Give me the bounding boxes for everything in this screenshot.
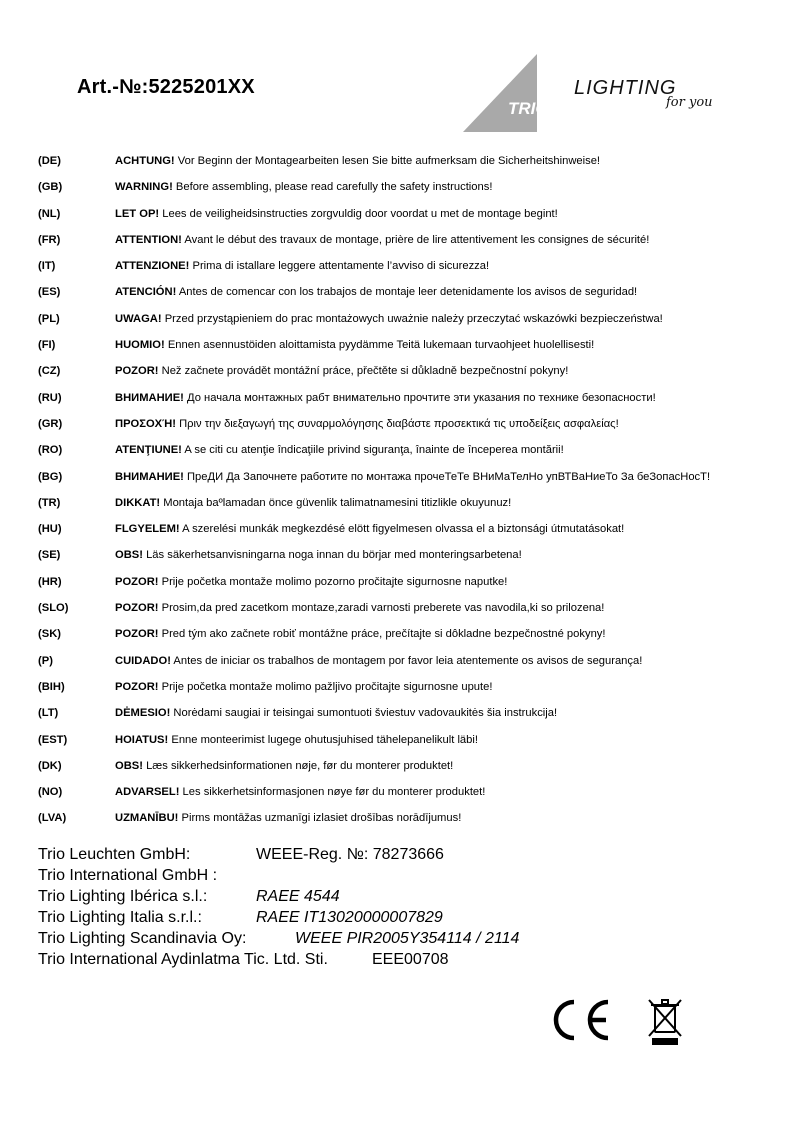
warning-row bbox=[38, 174, 778, 200]
warning-text bbox=[115, 385, 656, 411]
warning-body: Antes de iniciar os trabalhos de montagem por favor leia atentemente os avisos de segurança! bbox=[170, 654, 643, 667]
warning-row bbox=[38, 700, 778, 726]
logo-lighting-text: LIGHTING bbox=[574, 77, 677, 99]
language-code: (BG) bbox=[38, 470, 63, 483]
warning-keyword: UZMANĪBU! bbox=[115, 812, 179, 825]
company-name: Trio Leuchten GmbH: bbox=[38, 846, 191, 863]
warning-row bbox=[38, 621, 778, 647]
warning-text bbox=[115, 569, 507, 595]
warning-text bbox=[115, 279, 637, 305]
warning-keyword: ATENCIÓN! bbox=[115, 286, 177, 299]
warning-text bbox=[115, 411, 619, 437]
language-code: (LT) bbox=[38, 707, 59, 720]
registration-number: EEE00708 bbox=[372, 951, 449, 968]
language-code: (HR) bbox=[38, 575, 62, 588]
warning-text bbox=[115, 648, 642, 674]
warning-keyword: POZOR! bbox=[115, 575, 159, 588]
warning-row bbox=[38, 464, 778, 490]
warning-row bbox=[38, 569, 778, 595]
warning-keyword: DIKKAT! bbox=[115, 496, 161, 509]
warning-body: Ennen asennustöiden aloittamista pyydämme Teitä lukemaan turvaohjeet huolellisesti! bbox=[164, 339, 595, 352]
language-code: (RO) bbox=[38, 444, 63, 457]
warning-text bbox=[115, 727, 478, 753]
logo-trio-text: TRIO bbox=[508, 99, 549, 118]
logo-triangle bbox=[463, 54, 537, 132]
registration-number: RAEE IT13020000007829 bbox=[256, 909, 443, 926]
warning-row bbox=[38, 542, 778, 568]
warning-keyword: POZOR! bbox=[115, 628, 159, 641]
company-registration-row bbox=[38, 844, 444, 865]
warning-keyword: ВНИМАНИЕ! bbox=[115, 470, 184, 483]
warning-row bbox=[38, 674, 778, 700]
warning-body: Lees de veiligheidsinstructies zorgvuldig door voordat u met de montage begint! bbox=[159, 207, 558, 220]
warning-text bbox=[115, 306, 663, 332]
warning-keyword: ACHTUNG! bbox=[115, 155, 175, 167]
warning-keyword: ATENŢIUNE! bbox=[115, 444, 182, 457]
article-number: Art.-№:5225201XX bbox=[77, 76, 255, 98]
warning-body: Pred tým ako začnete robiť montážne práce, prečítajte si dôkladne bezpečnostné pokyny! bbox=[158, 628, 606, 641]
warning-body: Læs sikkerhedsinformationen nøje, før du monterer produktet! bbox=[142, 759, 454, 772]
company-name: Trio Lighting Ibérica s.l.: bbox=[38, 888, 208, 905]
language-code: (GR) bbox=[38, 417, 63, 430]
language-code: (NO) bbox=[38, 786, 63, 799]
warning-text bbox=[115, 700, 557, 726]
warning-keyword: OBS! bbox=[115, 759, 143, 772]
warning-text bbox=[115, 464, 710, 490]
warning-body: Prosim,da pred zacetkom montaze,zaradi varnosti preberete vas navodila,ki so prilozena! bbox=[158, 602, 605, 615]
language-code: (BIH) bbox=[38, 680, 65, 693]
warning-keyword: ATTENZIONE! bbox=[115, 260, 190, 273]
weee-registration-block bbox=[38, 844, 520, 970]
warning-body: A szerelési munkák megkezdésé elött figyelmesen olvassa el a biztonsági útmutatásokat! bbox=[179, 523, 625, 536]
language-code: (SK) bbox=[38, 628, 61, 641]
company-registration-row bbox=[38, 865, 328, 886]
warning-row bbox=[38, 727, 778, 753]
warning-keyword: FLGYELEM! bbox=[115, 523, 180, 536]
warning-text bbox=[115, 174, 492, 200]
language-code: (FI) bbox=[38, 339, 56, 352]
language-code: (DE) bbox=[38, 155, 61, 167]
company-name: Trio International GmbH : bbox=[38, 867, 218, 884]
company-name: Trio International Aydinlatma Tic. Ltd. Sti. bbox=[38, 951, 328, 968]
trio-lighting-logo bbox=[462, 52, 722, 134]
warning-keyword: OBS! bbox=[115, 549, 143, 562]
language-code: (GB) bbox=[38, 181, 63, 194]
company-registration-row bbox=[38, 949, 449, 970]
warning-row bbox=[38, 779, 778, 805]
warning-body: ПреДИ Да Започнете работите по монтажа прочеТеТе ВНиМаТелНо упВТВаНиеТо За беЗопасНосТ! bbox=[183, 470, 711, 483]
language-code: (PL) bbox=[38, 312, 60, 325]
warning-keyword: POZOR! bbox=[115, 365, 159, 378]
language-code: (P) bbox=[38, 654, 53, 667]
language-code: (ES) bbox=[38, 286, 61, 299]
warning-keyword: ADVARSEL! bbox=[115, 786, 180, 799]
warning-keyword: WARNING! bbox=[115, 181, 173, 194]
warning-row bbox=[38, 516, 778, 542]
company-registration-row bbox=[38, 907, 443, 928]
warning-body: Enne monteerimist lugege ohutusjuhised tähelepanelikult läbi! bbox=[168, 733, 478, 746]
language-code: (FR) bbox=[38, 233, 61, 246]
warning-keyword: LET OP! bbox=[115, 207, 160, 220]
warning-row bbox=[38, 411, 778, 437]
warning-keyword: ΠΡΟΣΟΧΉ! bbox=[115, 417, 176, 430]
warning-body: До начала монтажных рабт внимательно прочтите эти указания по технике безопасности! bbox=[183, 391, 656, 404]
warning-keyword: HUOMIO! bbox=[115, 339, 165, 352]
warning-keyword: UWAGA! bbox=[115, 312, 162, 325]
warning-row bbox=[38, 753, 778, 779]
warning-keyword: HOIATUS! bbox=[115, 733, 169, 746]
safety-warning-list bbox=[38, 148, 778, 832]
warning-row bbox=[38, 648, 778, 674]
warning-row bbox=[38, 227, 778, 253]
warning-body: Przed przystąpieniem do prac montażowych uważnie należy przeczytać wskazówki bezpieczeństwa! bbox=[161, 312, 663, 325]
warning-body: Prije početka montaže molimo pažljivo pročitajte sigurnosne upute! bbox=[158, 680, 493, 693]
registration-number: RAEE 4544 bbox=[256, 888, 340, 905]
warning-body: Vor Beginn der Montagearbeiten lesen Sie bitte aufmerksam die Sicherheitshinweise! bbox=[174, 155, 601, 167]
company-registration-row bbox=[38, 886, 340, 907]
warning-keyword: POZOR! bbox=[115, 680, 159, 693]
language-code: (TR) bbox=[38, 496, 61, 509]
warning-text bbox=[115, 779, 485, 805]
warning-body: Prije početka montaže molimo pozorno pročitajte sigurnosne naputke! bbox=[158, 575, 508, 588]
ce-mark-icon bbox=[556, 1002, 608, 1038]
warning-text bbox=[115, 227, 649, 253]
warning-text bbox=[115, 805, 461, 831]
language-code: (NL) bbox=[38, 207, 61, 220]
warning-text bbox=[115, 148, 600, 174]
warning-text bbox=[115, 358, 568, 384]
warning-text bbox=[115, 621, 606, 647]
warning-row bbox=[38, 332, 778, 358]
language-code: (EST) bbox=[38, 733, 68, 746]
registration-number: WEEE PIR2005Y354114 / 2114 bbox=[295, 930, 520, 947]
warning-body: Before assembling, please read carefully the safety instructions! bbox=[172, 181, 493, 194]
warning-body: Läs säkerhetsanvisningarna noga innan du börjar med monteringsarbetena! bbox=[142, 549, 522, 562]
warning-body: Πριν την διεξαγωγή της συναρμολόγησης διαβάστε προσεκτικά τις υποδείξεις ασφαλείας! bbox=[175, 417, 619, 430]
warning-body: Avant le début des travaux de montage, prière de lire attentivement les consignes de sécurité! bbox=[181, 233, 650, 246]
warning-text bbox=[115, 437, 564, 463]
warning-text bbox=[115, 253, 489, 279]
warning-body: Prima di istallare leggere attentamente l’avviso di sicurezza! bbox=[189, 260, 490, 273]
warning-body: Pirms montāžas uzmanīgi izlasiet drošības norādījumus! bbox=[178, 812, 462, 825]
warning-keyword: ATTENTION! bbox=[115, 233, 182, 246]
company-name: Trio Lighting Scandinavia Oy: bbox=[38, 930, 247, 947]
warning-text bbox=[115, 201, 558, 227]
warning-row bbox=[38, 385, 778, 411]
warning-row bbox=[38, 805, 778, 831]
warning-keyword: ВНИМАНИЕ! bbox=[115, 391, 184, 404]
warning-text bbox=[115, 753, 453, 779]
warning-text bbox=[115, 674, 492, 700]
warning-body: Norėdami saugiai ir teisingai sumontuoti šviestuv vadovaukitės šia instrukcija! bbox=[170, 707, 558, 720]
warning-row bbox=[38, 148, 778, 174]
language-code: (CZ) bbox=[38, 365, 61, 378]
warning-row bbox=[38, 358, 778, 384]
warning-row bbox=[38, 253, 778, 279]
warning-row bbox=[38, 306, 778, 332]
warning-body: A se citi cu atenţie îndicaţiile privind siguranţa, înainte de începerea montării! bbox=[181, 444, 564, 457]
warning-text bbox=[115, 542, 522, 568]
warning-body: Montaja baºlamadan önce güvenlik talimatnamesini titizlikle okuyunuz! bbox=[160, 496, 512, 509]
language-code: (LVA) bbox=[38, 812, 67, 825]
warning-keyword: CUIDADO! bbox=[115, 654, 171, 667]
warning-row bbox=[38, 201, 778, 227]
logo-tagline-text: for you bbox=[666, 95, 713, 110]
language-code: (SE) bbox=[38, 549, 61, 562]
language-code: (IT) bbox=[38, 260, 56, 273]
warning-body: Les sikkerhetsinformasjonen nøye før du monterer produktet! bbox=[179, 786, 486, 799]
language-code: (SLO) bbox=[38, 602, 69, 615]
warning-text bbox=[115, 516, 624, 542]
warning-row bbox=[38, 595, 778, 621]
warning-row bbox=[38, 437, 778, 463]
language-code: (RU) bbox=[38, 391, 62, 404]
registration-number: WEEE-Reg. №: 78273666 bbox=[256, 846, 444, 863]
warning-text bbox=[115, 595, 604, 621]
language-code: (HU) bbox=[38, 523, 62, 536]
weee-bin-icon bbox=[649, 1000, 681, 1044]
warning-text bbox=[115, 490, 511, 516]
warning-body: Než začnete provádět montážní práce, přečtěte si důkladně bezpečnostní pokyny! bbox=[158, 365, 569, 378]
warning-keyword: DĖMESIO! bbox=[115, 707, 171, 720]
warning-row bbox=[38, 279, 778, 305]
warning-text bbox=[115, 332, 594, 358]
warning-keyword: POZOR! bbox=[115, 602, 159, 615]
warning-row bbox=[38, 490, 778, 516]
company-name: Trio Lighting Italia s.r.l.: bbox=[38, 909, 202, 926]
warning-body: Antes de comencar con los trabajos de montaje leer detenidamente los avisos de seguridad! bbox=[176, 286, 638, 299]
language-code: (DK) bbox=[38, 759, 62, 772]
compliance-marks bbox=[550, 996, 690, 1046]
company-registration-row bbox=[38, 928, 520, 949]
